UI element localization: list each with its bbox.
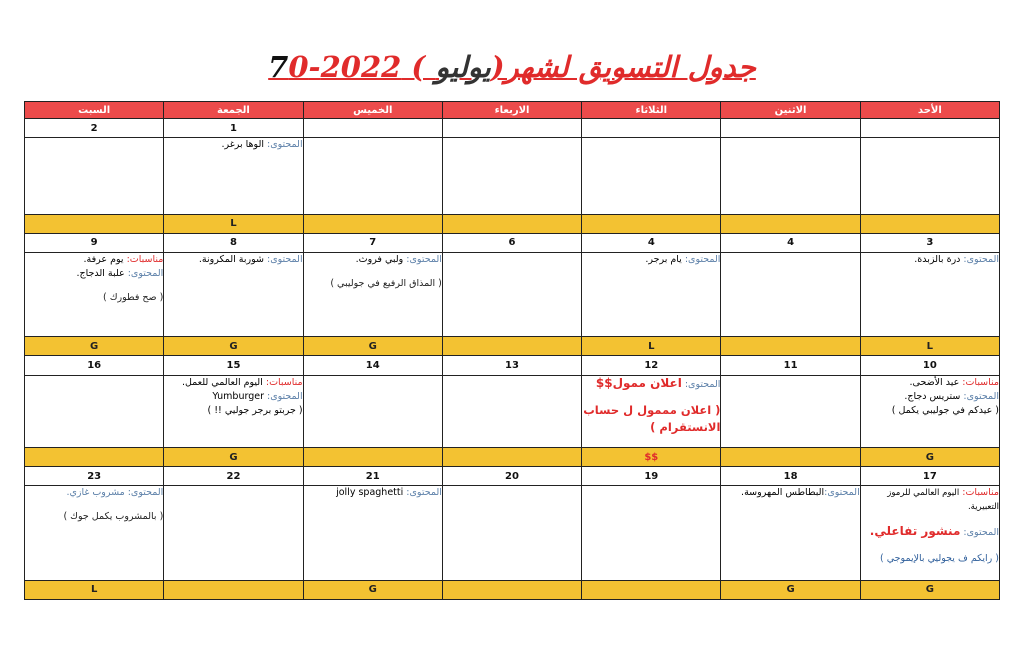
day-cell[interactable] [303,486,442,581]
content-note: ( جربتو برجر جوليي !! ) [207,404,303,416]
content-text: اعلان ممول$$ [595,375,682,390]
week4-number-row [25,467,1000,486]
day-cell[interactable] [721,486,860,581]
day-cell[interactable] [164,375,303,447]
day-code: G [303,580,442,599]
weekday-header: الجمعة [164,102,303,119]
day-cell[interactable] [164,486,303,581]
day-number: 8 [164,233,303,252]
day-code [442,448,581,467]
day-code [721,337,860,356]
day-number: 3 [860,233,999,252]
title-year: ) 2022- [308,50,436,84]
day-cell[interactable] [721,252,860,337]
day-cell[interactable] [860,138,999,214]
occasion-text: عيد الأضحى. [909,376,960,388]
week3-number-row [25,356,1000,375]
day-number: 14 [303,356,442,375]
content-text: مشروب غازي. [66,487,125,499]
week1-content-row [25,138,1000,214]
day-cell[interactable] [303,375,442,447]
day-number [303,119,442,138]
day-code: G [860,580,999,599]
day-code [442,580,581,599]
day-code: L [25,580,164,599]
week1-number-row [25,119,1000,138]
week1-code-row [25,214,1000,233]
content-text: علبة الدجاج. [76,267,125,279]
day-number: 9 [25,233,164,252]
content-label: المحتوى: [267,253,303,265]
day-code: L [582,337,721,356]
content-text: درة بالزبدة. [914,253,961,265]
day-code [582,214,721,233]
title-month: يوليو [435,50,491,84]
day-number: 11 [721,356,860,375]
day-cell[interactable] [582,252,721,337]
day-number: 12 [582,356,721,375]
week2-content-row [25,252,1000,337]
day-number: 6 [442,233,581,252]
day-number: 15 [164,356,303,375]
day-cell[interactable] [860,252,999,337]
title-month-zero: 0 [288,50,309,84]
day-code: G [721,580,860,599]
content-label: المحتوى: [684,253,721,265]
day-number: 18 [721,467,860,486]
day-code [442,214,581,233]
weekday-header: الثلاثاء [582,102,721,119]
day-code: G [860,448,999,467]
content-text: ستريس دجاج. [904,390,961,402]
occasion-label: مناسبات: [962,376,999,388]
day-number: 4 [721,233,860,252]
occasion-text: اليوم العالمي للعمل. [181,376,263,388]
day-cell[interactable] [25,252,164,337]
day-number: 7 [303,233,442,252]
page-title [0,50,1024,84]
day-code: L [164,214,303,233]
occasion-text: اليوم العالمي للرموز التعبيرية. [887,488,999,513]
day-number: 23 [25,467,164,486]
day-code: G [164,448,303,467]
content-note: ( بالمشروب يكمل جوك ) [63,511,164,523]
occasion-text: يوم عرفة. [83,253,124,265]
weekday-header: الاثنين [721,102,860,119]
day-cell[interactable] [442,375,581,447]
weekday-header: الأحد [860,102,999,119]
day-number: 17 [860,467,999,486]
day-number: 4 [582,233,721,252]
content-text: منشور تفاعلي. [869,524,961,539]
title-month-digit: 7 [268,50,289,84]
content-label: المحتوى: [406,253,442,265]
weekday-header: الخميس [303,102,442,119]
content-note: ( المذاق الرفيع في جوليبي ) [330,277,442,289]
day-code [303,448,442,467]
day-code [164,580,303,599]
content-text: الوها برغر. [221,139,264,151]
content-label: المحتوى: [684,378,721,390]
week4-content-row [25,486,1000,581]
occasion-label: مناسبات: [265,376,303,388]
day-number: 16 [25,356,164,375]
day-cell[interactable] [25,375,164,447]
content-text: يام برجر. [645,253,682,265]
day-number: 22 [164,467,303,486]
day-cell[interactable] [582,486,721,581]
day-cell[interactable] [442,252,581,337]
day-code [582,580,721,599]
content-text: ولبي فروث. [355,253,404,265]
day-code: G [164,337,303,356]
day-code: L [860,337,999,356]
weekday-header: السبت [25,102,164,119]
day-code [25,448,164,467]
weekday-header: الاربعاء [442,102,581,119]
content-label: المحتوى: [963,390,999,402]
content-label: المحتوى: [127,267,164,279]
content-label: المحتوى: [267,139,303,151]
day-number [442,119,581,138]
day-number [721,119,860,138]
day-cell[interactable] [164,138,303,214]
day-cell[interactable] [303,252,442,337]
content-text: البطاطس المهروسة. [741,487,825,499]
day-code [721,214,860,233]
occasion-label: مناسبات: [962,487,999,499]
day-cell[interactable] [25,486,164,581]
day-number: 2 [25,119,164,138]
content-label: المحتوى: [406,487,442,499]
day-code [442,337,581,356]
occasion-label: مناسبات: [126,253,164,265]
day-code: $$ [582,448,721,467]
week4-code-row [25,580,1000,599]
day-code [860,214,999,233]
day-cell[interactable] [442,486,581,581]
day-cell[interactable] [582,375,721,447]
day-code [303,214,442,233]
content-label: المحتوى: [963,527,999,539]
content-label: المحتوى: [824,487,860,499]
content-note: ( رايكم ف يجوليي بالإيموجي ) [880,553,999,565]
content-label: المحتوى: [963,253,999,265]
day-code: G [25,337,164,356]
day-cell[interactable] [164,252,303,337]
week2-code-row [25,337,1000,356]
day-cell[interactable] [721,375,860,447]
day-number: 19 [582,467,721,486]
day-code: G [303,337,442,356]
content-label: المحتوى: [267,390,303,402]
day-cell[interactable] [582,138,721,214]
content-text: شوربة المكرونة. [198,253,264,265]
day-cell[interactable] [860,375,999,447]
day-number: 1 [164,119,303,138]
day-number: 21 [303,467,442,486]
day-number: 20 [442,467,581,486]
content-label: المحتوى: [127,487,164,499]
day-cell[interactable] [721,138,860,214]
day-number [860,119,999,138]
weekday-header-row [25,102,1000,119]
day-cell[interactable] [303,138,442,214]
title-text: جدول التسويق لشهر( [490,50,756,84]
week3-code-row [25,448,1000,467]
content-note: ( اعلان مممول ل حساب الانستقرام ) [583,402,721,434]
marketing-calendar-table [24,101,1000,600]
content-note: ( صح فطورك ) [102,291,164,303]
day-cell[interactable] [442,138,581,214]
week2-number-row [25,233,1000,252]
day-code [721,448,860,467]
content-note: ( عيدكم في جوليبي يكمل ) [891,404,999,416]
day-number: 10 [860,356,999,375]
content-text: Yumburger [212,390,264,402]
content-text: jolly spaghetti [336,487,404,499]
day-cell[interactable] [860,486,999,581]
day-cell[interactable] [25,138,164,214]
day-code [25,214,164,233]
day-number [582,119,721,138]
day-number: 13 [442,356,581,375]
week3-content-row [25,375,1000,447]
